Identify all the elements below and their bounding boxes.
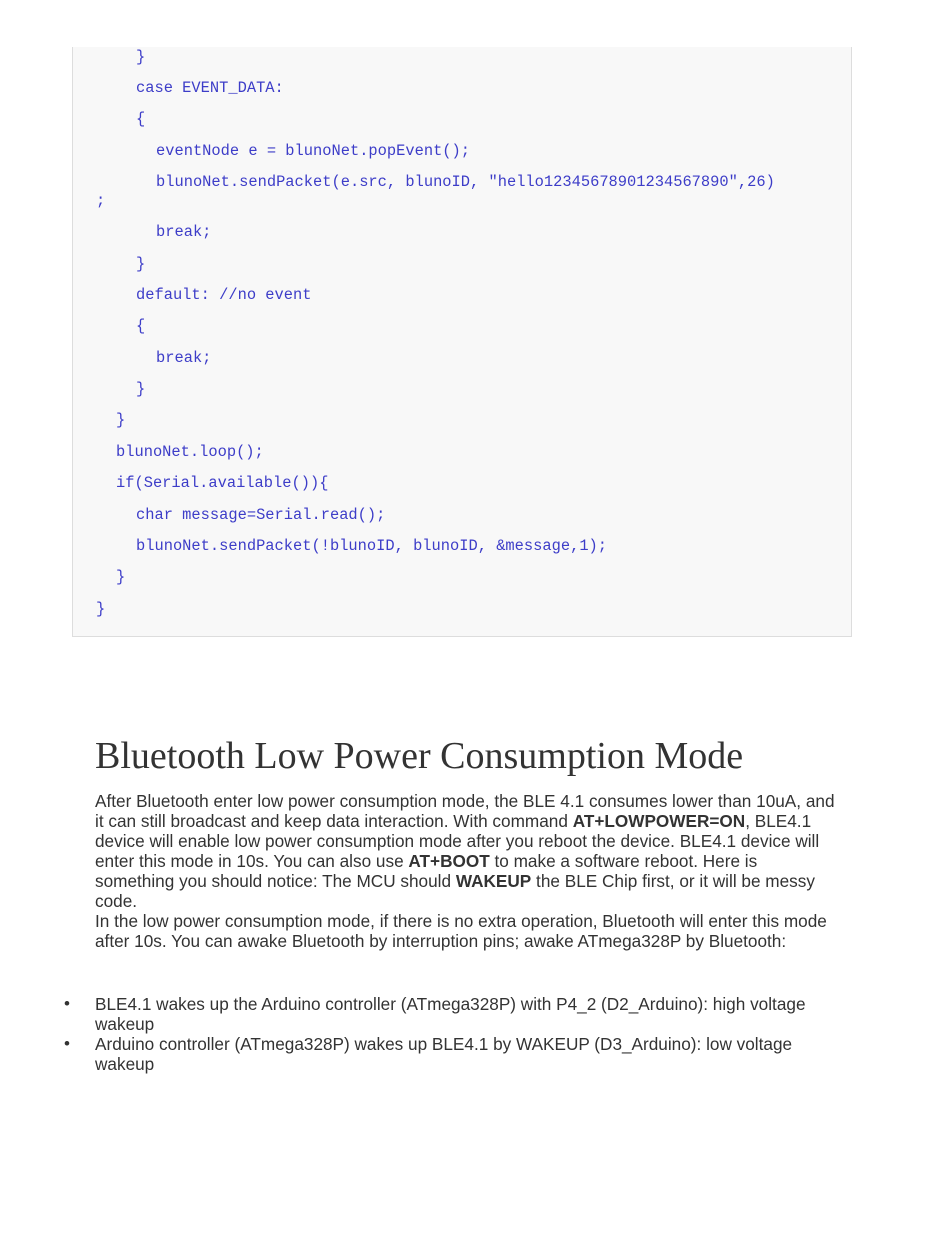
code-line: } <box>136 48 146 66</box>
bullet-icon: • <box>64 994 70 1013</box>
mode-paragraph: In the low power consumption mode, if there is no extra operation, Bluetooth will enter this mode after 10s. You can awake Bluetooth by interruption pins; awake ATmega328P by Bluetooth: <box>95 911 827 951</box>
code-line: blunoNet.sendPacket(!blunoID, blunoID, &message,1); <box>136 537 608 555</box>
list-item <box>0 994 835 1034</box>
list-item <box>0 1034 835 1074</box>
code-line: blunoNet.loop(); <box>116 443 264 461</box>
wakeup-list <box>0 994 950 1074</box>
code-line: break; <box>156 223 212 241</box>
code-block <box>72 47 852 637</box>
code-line: case EVENT_DATA: <box>136 79 284 97</box>
section-heading: Bluetooth Low Power Consumption Mode <box>95 735 744 777</box>
paragraph-text: , BLE4.1 device will enable low power consumption mode after you reboot the device. BLE4.1 device will enter this mode in 10s. You can also use <box>95 811 820 871</box>
code-line: } <box>116 411 126 429</box>
code-line: { <box>136 110 146 128</box>
code-line: } <box>96 600 106 618</box>
code-line: blunoNet.sendPacket(e.src, blunoID, "hello12345678901234567890",26) <box>156 173 775 191</box>
list-item-text: BLE4.1 wakes up the Arduino controller (ATmega328P) with P4_2 (D2_Arduino): high voltage wakeup <box>95 994 806 1034</box>
code-line: eventNode e = blunoNet.popEvent(); <box>156 142 471 160</box>
code-line: char message=Serial.read(); <box>136 506 386 524</box>
paragraph-text: the BLE Chip first, or it will be messy code. <box>95 871 815 911</box>
command-boot: AT+BOOT <box>408 851 490 871</box>
code-line: if(Serial.available()){ <box>116 474 329 492</box>
list-item-text: Arduino controller (ATmega328P) wakes up BLE4.1 by WAKEUP (D3_Arduino): low voltage wakeup <box>95 1034 793 1074</box>
paragraph-text: After Bluetooth enter low power consumption mode, the BLE 4.1 consumes lower than 10uA, and it can still broadcast and keep data interaction. With command <box>95 791 835 831</box>
intro-paragraph <box>95 791 835 911</box>
keyword-wakeup: WAKEUP <box>455 871 532 891</box>
paragraph-text: to make a software reboot. Here is something you should notice: The MCU should <box>95 851 758 891</box>
code-line: ; <box>96 192 106 210</box>
code-line: } <box>136 255 146 273</box>
code-line: } <box>136 380 146 398</box>
code-line: { <box>136 317 146 335</box>
code-line: } <box>116 568 126 586</box>
code-line: break; <box>156 349 212 367</box>
command-lowpower: AT+LOWPOWER=ON <box>572 811 746 831</box>
code-line: default: //no event <box>136 286 312 304</box>
bullet-icon: • <box>64 1034 70 1053</box>
